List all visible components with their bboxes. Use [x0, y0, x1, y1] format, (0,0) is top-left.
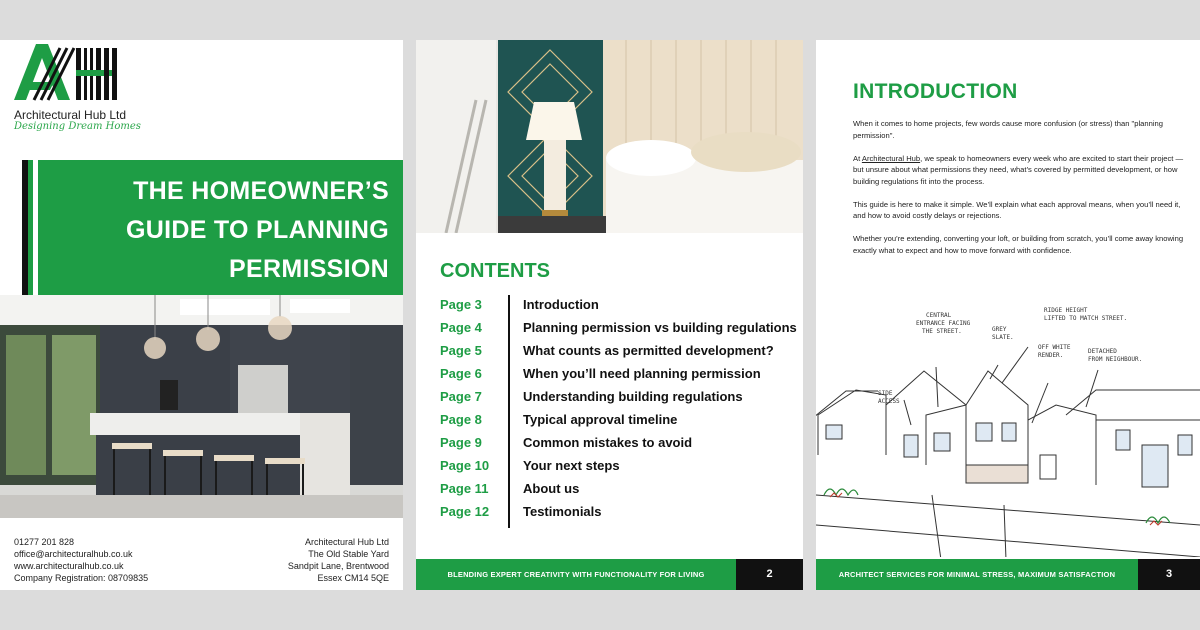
introduction-page [816, 40, 1200, 590]
sketch-note-side-top-2: ACCESS [878, 398, 900, 405]
title-accent-bar [22, 160, 28, 296]
postal-address [288, 536, 389, 584]
title-accent-bar [33, 160, 38, 296]
toc-label: Testimonials [523, 504, 602, 519]
phone-number: 01277 201 828 [14, 537, 75, 547]
bedroom-photo [416, 40, 803, 233]
toc-entry[interactable] [440, 454, 800, 477]
intro-paragraph [853, 153, 1186, 188]
intro-paragraph: This guide is here to make it simple. We’ll explain what each approval means, when you’ll need it, and how to avoid costly delays or rejections. [853, 199, 1181, 220]
address-line: The Old Stable Yard [308, 549, 389, 559]
toc-label: Common mistakes to avoid [523, 435, 693, 450]
toc-page-number: Page 3 [440, 297, 482, 312]
toc-label: When you’ll need planning permission [523, 366, 761, 381]
sketch-note-grey-2: SLATE. [992, 334, 1014, 341]
cover-page [0, 40, 403, 590]
toc-page-number: Page 8 [440, 412, 482, 427]
toc-label: What counts as permitted development? [523, 343, 774, 358]
toc-page-number: Page 5 [440, 343, 482, 358]
intro-text: At [853, 153, 862, 163]
toc-entry[interactable] [440, 385, 800, 408]
sketch-note-ridge-1: RIDGE HEIGHT [1044, 307, 1088, 314]
toc-page-number: Page 11 [440, 481, 489, 496]
cover-title-line-1: THE HOMEOWNER’S [133, 177, 389, 205]
toc-page-number: Page 12 [440, 504, 490, 519]
sketch-note-side-top-1: SIDE [878, 390, 893, 397]
page-footer-tagline: ARCHITECT SERVICES FOR MINIMAL STRESS, MAXIMUM SATISFACTION [816, 559, 1138, 590]
page-number: 2 [736, 559, 803, 590]
sketch-note-central-1: CENTRAL [926, 312, 952, 319]
introduction-body [853, 118, 1186, 268]
cover-title-line-3: PERMISSION [229, 255, 389, 283]
address-line: Sandpit Lane, Brentwood [287, 561, 389, 571]
intro-text: , we speak to homeowners every week who are excited to start their project — but unsure about what permissions they need, what’s covered by permitted development, or how building regulations fit into the process. [853, 153, 1184, 186]
sketch-note-central-2: ENTRANCE FACING [916, 320, 971, 327]
table-of-contents [440, 293, 800, 523]
house-sketch [816, 295, 1200, 557]
kitchen-photo [0, 295, 403, 518]
sketch-note-grey-1: GREY [992, 326, 1007, 333]
architectural-hub-link[interactable]: Architectural Hub [861, 153, 921, 163]
sketch-note-offwhite-1: OFF WHITE [1038, 344, 1071, 351]
introduction-title: INTRODUCTION [853, 80, 1018, 103]
email-address: office@architecturalhub.co.uk [14, 549, 133, 559]
contact-details [14, 536, 148, 584]
toc-entry[interactable] [440, 293, 800, 316]
company-registration: Company Registration: 08709835 [14, 573, 149, 583]
toc-entry[interactable] [440, 339, 800, 362]
toc-entry[interactable] [440, 362, 800, 385]
architectural-hub-logo [14, 42, 124, 106]
toc-label: Introduction [523, 297, 599, 312]
contents-title: CONTENTS [440, 260, 550, 282]
toc-label: About us [523, 481, 580, 496]
brand-tagline: Designing Dream Homes [14, 121, 141, 132]
website-url: www.architecturalhub.co.uk [14, 561, 124, 571]
sketch-note-ridge-2: LIFTED TO MATCH STREET. [1044, 315, 1128, 322]
toc-page-number: Page 7 [440, 389, 482, 404]
brand-name: Architectural Hub Ltd [14, 108, 127, 122]
toc-entry[interactable] [440, 431, 800, 454]
toc-label: Typical approval timeline [523, 412, 678, 427]
intro-paragraph: Whether you’re extending, converting your loft, or building from scratch, you’ll come away knowing exactly what to expect and how to move forward with confidence. [853, 234, 1184, 255]
toc-label: Planning permission vs building regulations [523, 320, 797, 335]
toc-label: Understanding building regulations [523, 389, 743, 404]
cover-title-line-2: GUIDE TO PLANNING [126, 216, 389, 244]
toc-entry[interactable] [440, 408, 800, 431]
address-line: Architectural Hub Ltd [304, 537, 389, 547]
sketch-note-central-3: THE STREET. [922, 328, 962, 335]
address-line: Essex CM14 5QE [317, 573, 389, 583]
toc-entry[interactable] [440, 477, 800, 500]
sketch-note-offwhite-2: RENDER. [1038, 352, 1064, 359]
intro-paragraph: When it comes to home projects, few words cause more confusion (or stress) than "planning permission". [853, 119, 1163, 140]
toc-entry[interactable] [440, 500, 800, 523]
page-footer-tagline: BLENDING EXPERT CREATIVITY WITH FUNCTIONALITY FOR LIVING [416, 559, 736, 590]
page-number: 3 [1138, 559, 1200, 590]
toc-page-number: Page 6 [440, 366, 482, 381]
toc-page-number: Page 10 [440, 458, 490, 473]
toc-label: Your next steps [523, 458, 620, 473]
contents-page [416, 40, 803, 590]
sketch-note-detached-2: FROM NEIGHBOUR. [1088, 356, 1143, 363]
toc-page-number: Page 9 [440, 435, 482, 450]
toc-entry[interactable] [440, 316, 800, 339]
sketch-note-detached-1: DETACHED [1088, 348, 1117, 355]
toc-page-number: Page 4 [440, 320, 482, 335]
